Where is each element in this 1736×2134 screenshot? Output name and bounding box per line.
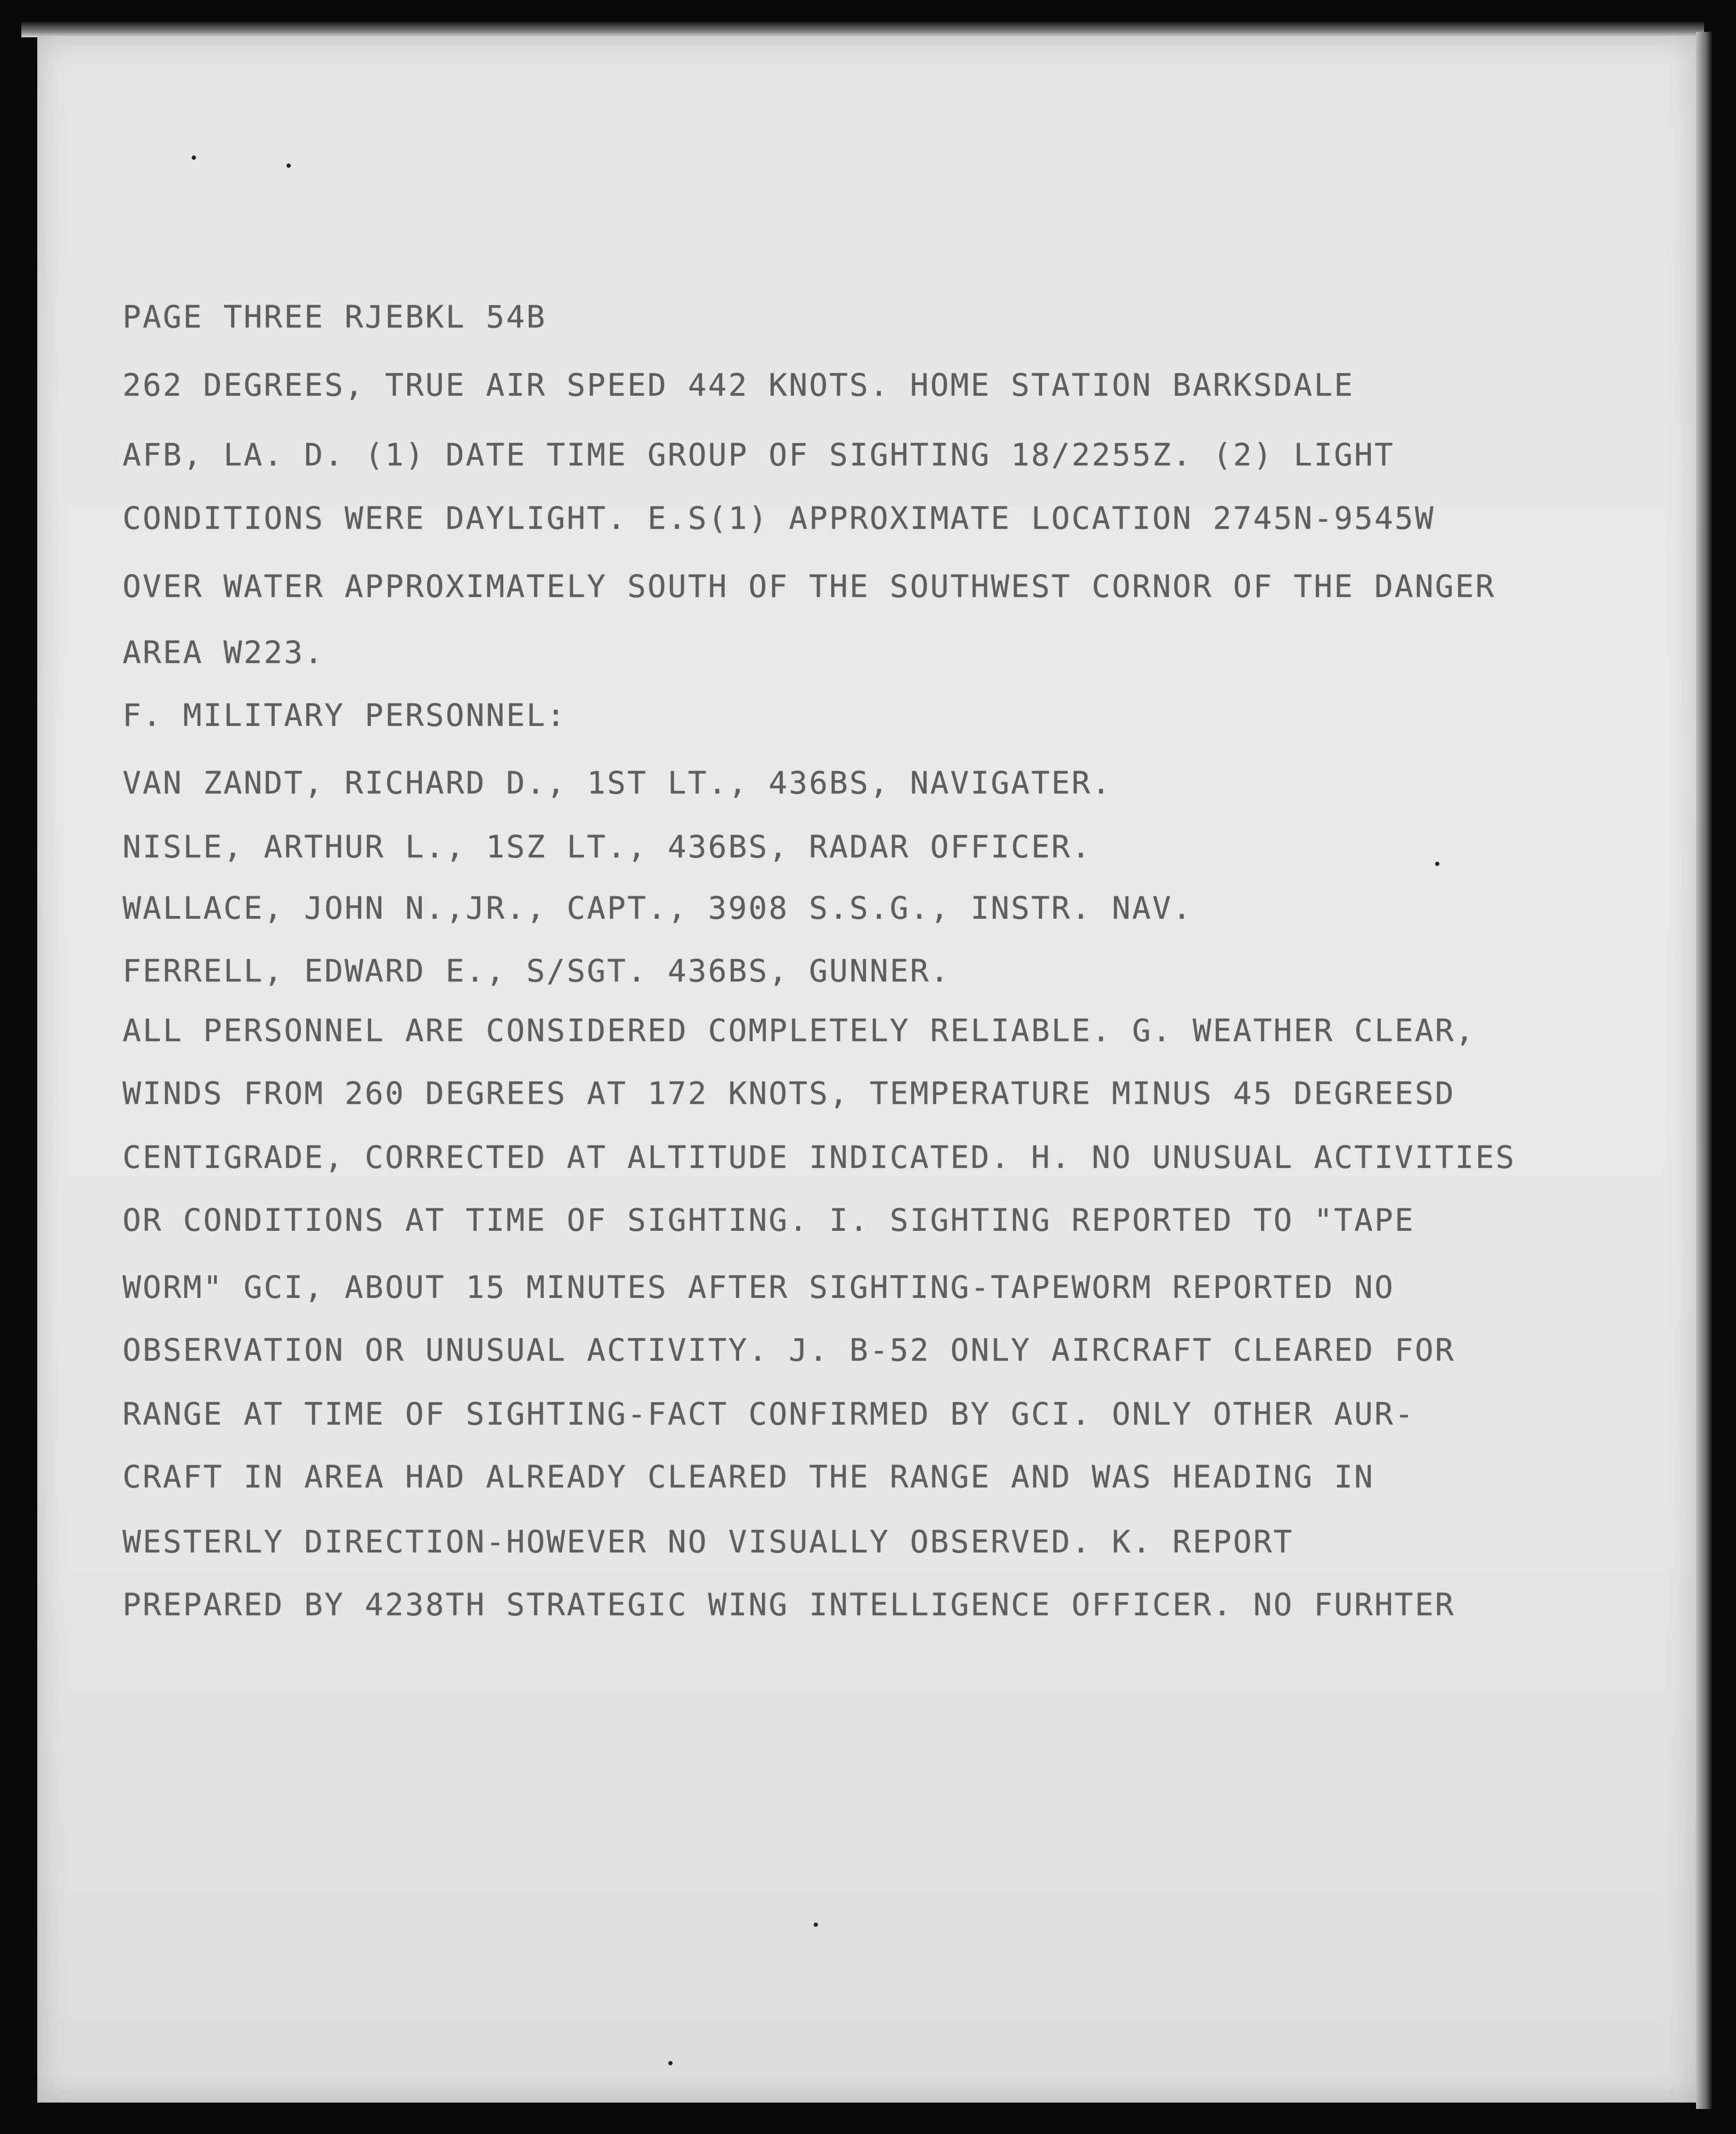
text-line: OR CONDITIONS AT TIME OF SIGHTING. I. SIGHTING REPORTED TO "TAPE bbox=[122, 1202, 1415, 1238]
text-line: AFB, LA. D. (1) DATE TIME GROUP OF SIGHTING 18/2255Z. (2) LIGHT bbox=[122, 437, 1395, 473]
text-line: FERRELL, EDWARD E., S/SGT. 436BS, GUNNER. bbox=[122, 953, 951, 989]
text-line: 262 DEGREES, TRUE AIR SPEED 442 KNOTS. HOME STATION BARKSDALE bbox=[122, 367, 1355, 403]
film-edge-top bbox=[21, 21, 1704, 37]
text-line: F. MILITARY PERSONNEL: bbox=[122, 697, 567, 733]
text-line: OVER WATER APPROXIMATELY SOUTH OF THE SOUTHWEST CORNOR OF THE DANGER bbox=[122, 568, 1496, 604]
dust-speck bbox=[814, 1923, 818, 1927]
film-edge-right bbox=[1696, 32, 1712, 2109]
text-line: NISLE, ARTHUR L., 1SZ LT., 436BS, RADAR OFFICER. bbox=[122, 829, 1092, 865]
text-line: ALL PERSONNEL ARE CONSIDERED COMPLETELY RELIABLE. G. WEATHER CLEAR, bbox=[122, 1012, 1476, 1049]
dust-speck bbox=[1435, 862, 1439, 866]
dust-speck bbox=[192, 156, 196, 160]
document-page bbox=[37, 36, 1696, 2103]
text-line: CRAFT IN AREA HAD ALREADY CLEARED THE RANGE AND WAS HEADING IN bbox=[122, 1459, 1374, 1495]
text-line: PAGE THREE RJEBKL 54B bbox=[122, 299, 547, 335]
text-line: WALLACE, JOHN N.,JR., CAPT., 3908 S.S.G., INSTR. NAV. bbox=[122, 890, 1193, 926]
text-line: AREA W223. bbox=[122, 634, 325, 671]
text-line: VAN ZANDT, RICHARD D., 1ST LT., 436BS, NAVIGATER. bbox=[122, 765, 1112, 801]
text-line: WINDS FROM 260 DEGREES AT 172 KNOTS, TEMPERATURE MINUS 45 DEGREESD bbox=[122, 1075, 1455, 1111]
text-line: RANGE AT TIME OF SIGHTING-FACT CONFIRMED BY GCI. ONLY OTHER AUR- bbox=[122, 1396, 1415, 1432]
text-line: WORM" GCI, ABOUT 15 MINUTES AFTER SIGHTING-TAPEWORM REPORTED NO bbox=[122, 1269, 1395, 1305]
dust-speck bbox=[286, 163, 291, 168]
text-line: CONDITIONS WERE DAYLIGHT. E.S(1) APPROXIMATE LOCATION 2745N-9545W bbox=[122, 500, 1435, 536]
text-line: PREPARED BY 4238TH STRATEGIC WING INTELLIGENCE OFFICER. NO FURHTER bbox=[122, 1587, 1455, 1623]
text-line: OBSERVATION OR UNUSUAL ACTIVITY. J. B-52 ONLY AIRCRAFT CLEARED FOR bbox=[122, 1332, 1455, 1368]
text-line: WESTERLY DIRECTION-HOWEVER NO VISUALLY OBSERVED. K. REPORT bbox=[122, 1524, 1294, 1560]
text-line: CENTIGRADE, CORRECTED AT ALTITUDE INDICATED. H. NO UNUSUAL ACTIVITIES bbox=[122, 1139, 1516, 1175]
dust-speck bbox=[668, 2061, 673, 2065]
